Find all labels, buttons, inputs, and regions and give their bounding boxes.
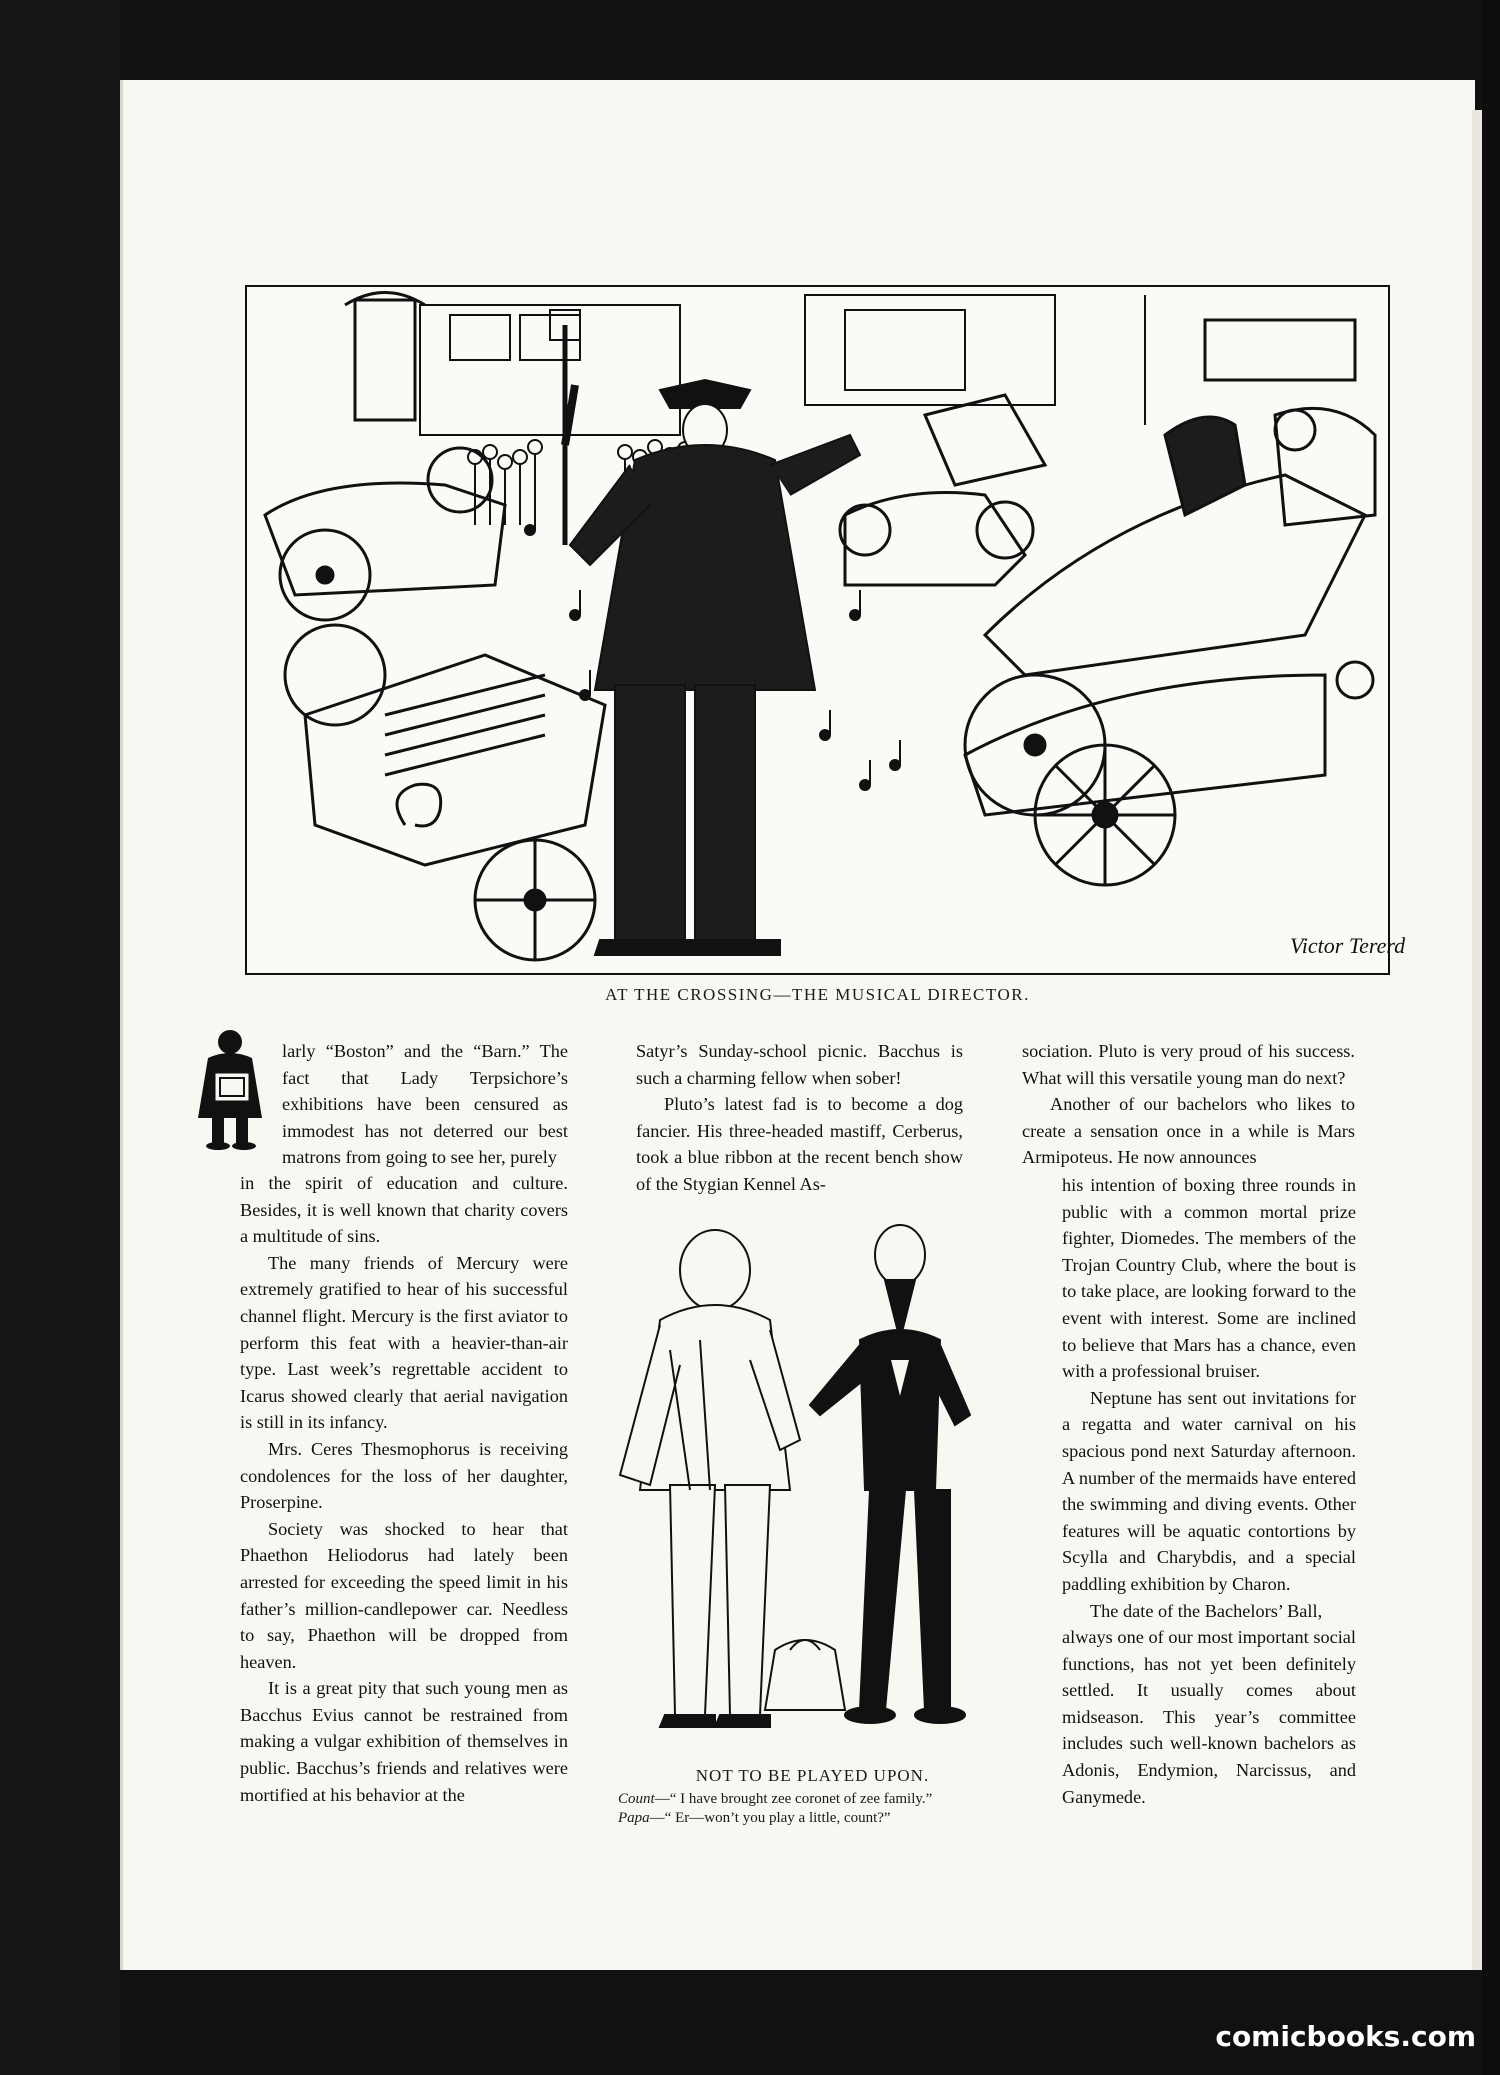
column-2-lead: Satyr’s Sunday-school picnic. Bacchus is such a charming fellow when sober! — [636, 1041, 963, 1088]
speaker-papa: Papa — [618, 1810, 650, 1826]
column-1-lead — [282, 1038, 568, 1171]
illustrator-signature: Victor Tererd — [1290, 933, 1406, 958]
column-1-paragraph: The many friends of Mercury were extremely gratified to hear of his successful channel flight. Mercury is the first aviator to perform this feat with a heavier-than-air type. Last week’s regrettable accident to Icarus showed clearly that aerial navigation is still in its infancy. — [240, 1252, 568, 1433]
column-3-paragraph: Neptune has sent out invitations for a regatta and water carnival on his spacious pond next Saturday afternoon. A number of the mermaids have entered the swimming and diving events. Other features will be aquatic contortions by Scylla and Charybdis, and a special paddling exhibition by Charon. — [1062, 1387, 1356, 1594]
column-3-paragraph: The date of the Bachelors’ Ball, — [1090, 1600, 1323, 1621]
column-3-narrow-1 — [1062, 1172, 1356, 1810]
top-illustration-caption: AT THE CROSSING—THE MUSICAL DIRECTOR. — [605, 985, 1030, 1004]
column-1-lead-text: larly “Boston” and the “Barn.” The fact that Lady Terpsichore’s exhibitions have been censured as immodest has not deterred our best matrons from going to see her, purely — [282, 1041, 568, 1168]
speaker-count: Count — [618, 1791, 655, 1807]
column-1-paragraph: It is a great pity that such young men as Bacchus Evius cannot be restrained from making a vulgar exhibition of themselves in public. Bacchus’s friends and relatives were mortified at his behavior at the — [240, 1678, 568, 1805]
column-3-lead: sociation. Pluto is very proud of his success. What will this versatile young man do next? — [1022, 1041, 1355, 1088]
column-1 — [240, 1170, 568, 1808]
dialogue-text: —“ Er—won’t you play a little, count?” — [649, 1810, 891, 1826]
page-edge — [1472, 110, 1482, 1970]
column-3-paragraph: his intention of boxing three rounds in public with a common mortal prize fighter, Diomedes. The members of the Trojan Country Club, where the bout is to take place, are looking forward to the event with interest. Some are inclined to believe that Mars has a chance, even with a professional bruiser. — [1062, 1175, 1356, 1382]
column-2-paragraph: Pluto’s latest fad is to become a dog fancier. His three-headed mastiff, Cerberus, took a blue ribbon at the recent bench show of the Stygian Kennel As- — [636, 1094, 963, 1194]
column-3-top — [1022, 1038, 1355, 1171]
column-1-paragraph: Society was shocked to hear that Phaethon Heliodorus had lately been arrested for exceeding the speed limit in his father’s million-candlepower car. Needless to say, Phaethon will be dropped from heaven. — [240, 1518, 568, 1672]
column-3-paragraph: Another of our bachelors who likes to create a sensation once in a while is Mars Armipoteus. He now announces — [1022, 1094, 1355, 1168]
column-1-paragraph: Mrs. Ceres Thesmophorus is receiving condolences for the loss of her daughter, Proserpine. — [240, 1438, 568, 1513]
column-3-paragraph: always one of our most important social functions, has not yet been definitely settled. It usually comes about midseason. This year’s committee includes such well-known bachelors as Adonis, Endymion, Narcissus, and Ganymede. — [1062, 1627, 1356, 1807]
crossing-illustration — [245, 285, 1406, 975]
dialogue-line-papa — [618, 1809, 1038, 1828]
dialogue-line-count — [618, 1790, 1038, 1809]
column-1-paragraph: in the spirit of education and culture. Besides, it is well known that charity covers a multitude of sins. — [240, 1173, 568, 1247]
cartoon-dialogue — [618, 1790, 1038, 1828]
middle-illustration-caption: NOT TO BE PLAYED UPON. — [695, 1766, 930, 1785]
dialogue-text: —“ I have brought zee coronet of zee family.” — [654, 1791, 933, 1807]
column-2 — [636, 1038, 963, 1198]
count-and-papa-illustration — [600, 1210, 1025, 1760]
site-watermark: comicbooks.com — [1215, 2020, 1476, 2053]
right-margin-shadow — [1482, 0, 1500, 2075]
organ-grinder-figure — [178, 1028, 280, 1150]
book-spine-shadow — [0, 0, 120, 2075]
